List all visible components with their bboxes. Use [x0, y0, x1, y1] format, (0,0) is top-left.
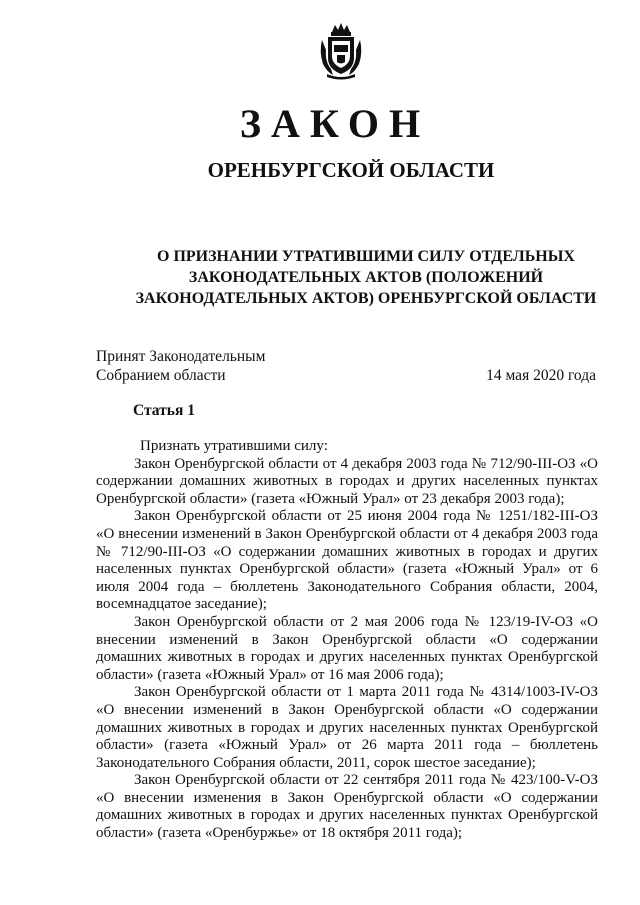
- article-paragraph: Закон Оренбургской области от 2 мая 2006 года № 123/19-IV-ОЗ «О внесении изменений в Закон Оренбургской области «О содержании домашних животных в городах и других населенных пунктах Оренбургской области» (газета «Южный Урал» от 16 мая 2006 года);: [96, 613, 598, 683]
- oblast-coat-of-arms-icon: [319, 22, 363, 80]
- article-intro: Признать утратившими силу:: [140, 438, 328, 454]
- article-paragraph: Закон Оренбургской области от 25 июня 2004 года № 1251/182-III-ОЗ «О внесении изменений в Закон Оренбургской области от 4 декабря 2003 года № 712/90-III-ОЗ «О содержании домашних животных в городах и других населенных пунктах Оренбургской области» (газета «Южный Урал» от 6 июля 2004 года – бюллетень Законодательного Собрания области, 2004, восемнадцатое заседание);: [96, 508, 598, 613]
- subject-line: О ПРИЗНАНИИ УТРАТИВШИМИ СИЛУ ОТДЕЛЬНЫХ: [157, 248, 575, 265]
- adoption-note: [96, 347, 265, 385]
- subject-line: ЗАКОНОДАТЕЛЬНЫХ АКТОВ) ОРЕНБУРГСКОЙ ОБЛАСТИ: [135, 290, 597, 307]
- adoption-line: Принят Законодательным: [96, 348, 266, 365]
- adoption-line: Собранием области: [96, 367, 226, 384]
- article-paragraph: Закон Оренбургской области от 22 сентября 2011 года № 423/100-V-ОЗ «О внесении изменения в Закон Оренбургской области «О содержании домашних животных в городах и других населенных пунктах Оренбургской области» (газета «Оренбуржье» от 18 октября 2011 года);: [96, 772, 598, 842]
- law-title: ЗАКОН: [239, 101, 431, 146]
- adoption-date: 14 мая 2020 года: [486, 367, 596, 384]
- article-paragraph: Закон Оренбургской области от 4 декабря 2003 года № 712/90-III-ОЗ «О содержании домашних животных в городах и других населенных пунктах Оренбургской области» (газета «Южный Урал» от 23 декабря 2003 года);: [96, 455, 598, 507]
- subject-line: ЗАКОНОДАТЕЛЬНЫХ АКТОВ (ПОЛОЖЕНИЙ: [188, 269, 544, 286]
- article-body: [96, 438, 598, 843]
- article-heading: Статья 1: [133, 402, 195, 419]
- article-paragraph: Закон Оренбургской области от 1 марта 2011 года № 4314/1003-IV-ОЗ «О внесении изменений в Закон Оренбургской области «О содержании домашних животных в городах и других населенных пунктах Оренбургской области» (газета «Южный Урал» от 26 марта 2011 года – бюллетень Законодательного Собрания области, 2011, сорок шестое заседание);: [96, 684, 598, 771]
- law-subject-heading: [96, 246, 636, 309]
- region-title: ОРЕНБУРГСКОЙ ОБЛАСТИ: [207, 158, 495, 182]
